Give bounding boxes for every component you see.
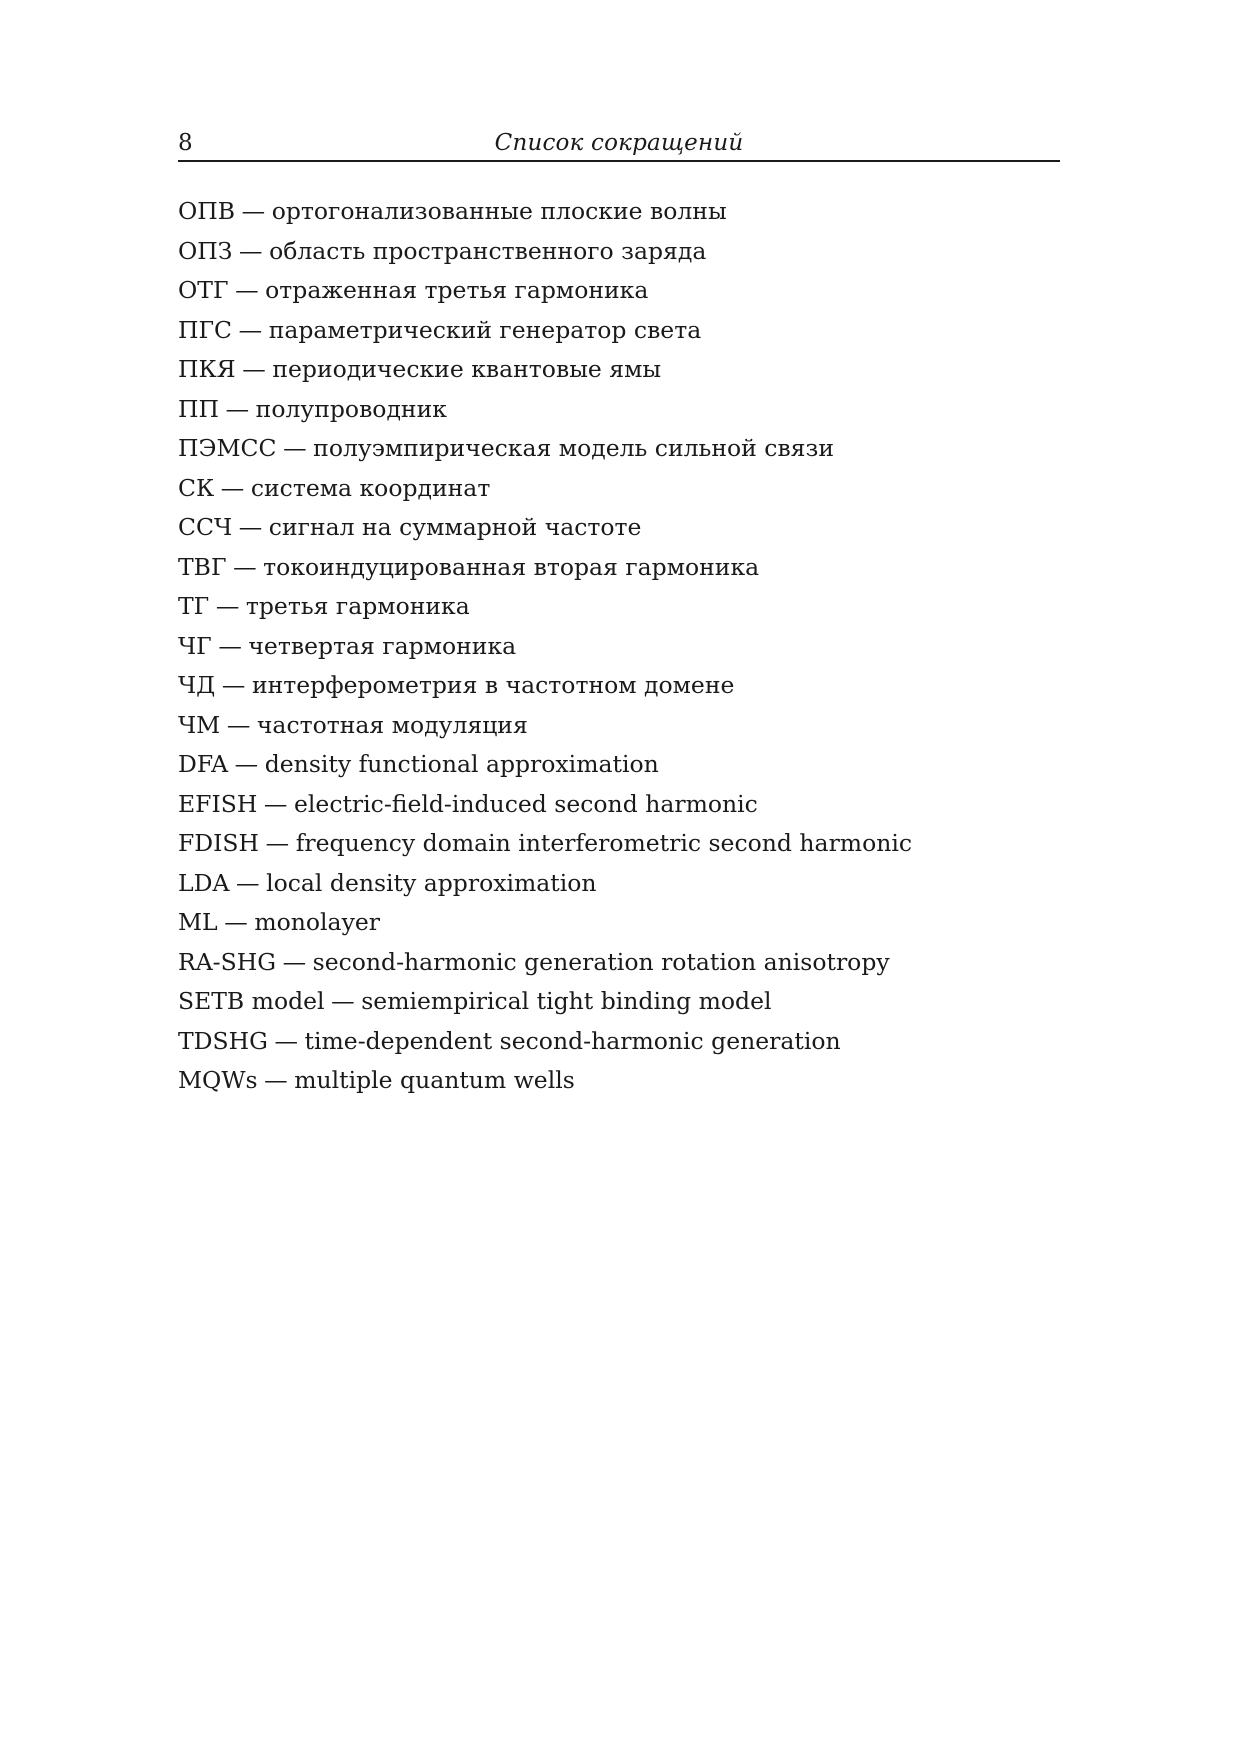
abbreviation-definition: интерферометрия в частотном домене	[251, 671, 735, 699]
abbreviation-definition: monolayer	[254, 908, 380, 936]
entry-separator: —	[234, 750, 259, 778]
abbreviation-term: ML	[178, 908, 218, 936]
abbreviation-entry	[178, 390, 1078, 430]
abbreviation-definition: local density approximation	[266, 868, 597, 897]
abbreviation-term: SETB model	[178, 987, 325, 1015]
entry-separator: —	[238, 315, 263, 344]
entry-separator: —	[241, 197, 266, 225]
entry-separator: —	[215, 592, 240, 620]
entry-separator: —	[238, 513, 263, 541]
abbreviation-term: ЧГ	[178, 631, 212, 660]
abbreviation-term: ПГС	[178, 315, 233, 344]
entry-separator: —	[224, 908, 248, 936]
entry-separator: —	[274, 1026, 298, 1055]
abbreviation-definition: ортогонализованные плоские волны	[271, 197, 727, 225]
abbreviation-definition: область пространственного заряда	[269, 236, 707, 265]
abbreviation-entry	[178, 943, 1078, 983]
abbreviation-entry	[178, 864, 1078, 904]
abbreviation-term: ТВГ	[178, 552, 227, 581]
abbreviation-entry	[178, 903, 1078, 943]
abbreviation-term: MQWs	[178, 1066, 258, 1094]
entry-separator: —	[282, 947, 307, 976]
abbreviation-term: TDSHG	[178, 1026, 268, 1055]
entry-separator: —	[235, 276, 259, 304]
abbreviation-definition: четвертая гармоника	[248, 631, 517, 660]
abbreviation-definition: токоиндуцированная вторая гармоника	[263, 552, 760, 581]
abbreviation-definition: частотная модуляция	[256, 710, 528, 739]
abbreviation-term: LDA	[178, 868, 230, 897]
entry-separator: —	[264, 1066, 288, 1094]
abbreviation-entry	[178, 666, 1078, 706]
entry-separator: —	[283, 434, 307, 462]
abbreviation-entry	[178, 824, 1078, 864]
abbreviation-term: ССЧ	[178, 513, 233, 541]
abbreviation-entry	[178, 311, 1078, 351]
abbreviation-definition: semiempirical tight binding model	[361, 987, 772, 1015]
abbreviation-definition: полуэмпирическая модель сильной связи	[313, 434, 834, 462]
abbreviation-entry	[178, 469, 1078, 509]
abbreviation-term: ТГ	[178, 592, 210, 620]
abbreviation-term: DFA	[178, 750, 229, 778]
abbreviation-definition: полупроводник	[255, 394, 447, 423]
abbreviation-term: ПЭМСС	[178, 434, 277, 462]
abbreviation-entry	[178, 192, 1078, 232]
entry-separator: —	[225, 394, 250, 423]
entry-separator: —	[331, 987, 355, 1015]
abbreviation-term: RA-SHG	[178, 947, 276, 976]
abbreviation-entry	[178, 1061, 1078, 1101]
abbreviation-term: ПП	[178, 394, 219, 423]
abbreviation-entry	[178, 508, 1078, 548]
abbreviation-definition: density functional approximation	[264, 750, 659, 778]
abbreviation-term: ОПЗ	[178, 236, 233, 265]
abbreviation-definition: третья гармоника	[245, 592, 470, 620]
entry-separator: —	[265, 829, 290, 857]
abbreviation-entry	[178, 548, 1078, 588]
abbreviation-term: ЧМ	[178, 710, 221, 739]
section-title: Список сокращений	[494, 130, 744, 156]
abbreviation-entry	[178, 706, 1078, 746]
entry-separator: —	[233, 552, 257, 581]
abbreviation-entry	[178, 232, 1078, 272]
entry-separator: —	[226, 710, 251, 739]
entry-separator: —	[221, 671, 246, 699]
entry-separator: —	[263, 789, 288, 818]
abbreviation-entry	[178, 350, 1078, 390]
entry-separator: —	[220, 473, 245, 502]
abbreviation-term: ПКЯ	[178, 355, 236, 383]
abbreviation-definition: frequency domain interferometric second harmonic	[295, 829, 913, 857]
abbreviation-term: ЧД	[178, 671, 216, 699]
running-header	[178, 124, 1060, 162]
abbreviation-term: EFISH	[178, 789, 258, 818]
abbreviation-entry	[178, 429, 1078, 469]
page-number: 8	[178, 130, 193, 156]
abbreviation-definition: time-dependent second-harmonic generation	[304, 1026, 841, 1055]
abbreviation-entry	[178, 745, 1078, 785]
abbreviation-entry	[178, 982, 1078, 1022]
abbreviation-term: ОПВ	[178, 197, 236, 225]
abbreviation-entry	[178, 1022, 1078, 1062]
abbreviation-entry	[178, 587, 1078, 627]
abbreviation-definition: second-harmonic generation rotation anisotropy	[312, 947, 890, 976]
abbreviation-definition: система координат	[250, 473, 491, 502]
abbreviation-term: ОТГ	[178, 276, 229, 304]
entry-separator: —	[238, 236, 263, 265]
abbreviation-definition: периодические квантовые ямы	[272, 355, 662, 383]
entry-separator: —	[236, 868, 260, 897]
abbreviation-definition: отраженная третья гармоника	[265, 276, 649, 304]
abbreviation-entry	[178, 785, 1078, 825]
entry-separator: —	[218, 631, 242, 660]
abbreviation-term: СК	[178, 473, 215, 502]
abbreviation-term: FDISH	[178, 829, 260, 857]
entry-separator: —	[242, 355, 266, 383]
abbreviation-list	[178, 192, 1078, 1101]
abbreviation-definition: multiple quantum wells	[294, 1066, 575, 1094]
abbreviation-entry	[178, 271, 1078, 311]
abbreviation-definition: electric-field-induced second harmonic	[294, 789, 758, 818]
abbreviation-entry	[178, 627, 1078, 667]
abbreviation-definition: сигнал на суммарной частоте	[268, 513, 642, 541]
abbreviation-definition: параметрический генератор света	[268, 315, 702, 344]
